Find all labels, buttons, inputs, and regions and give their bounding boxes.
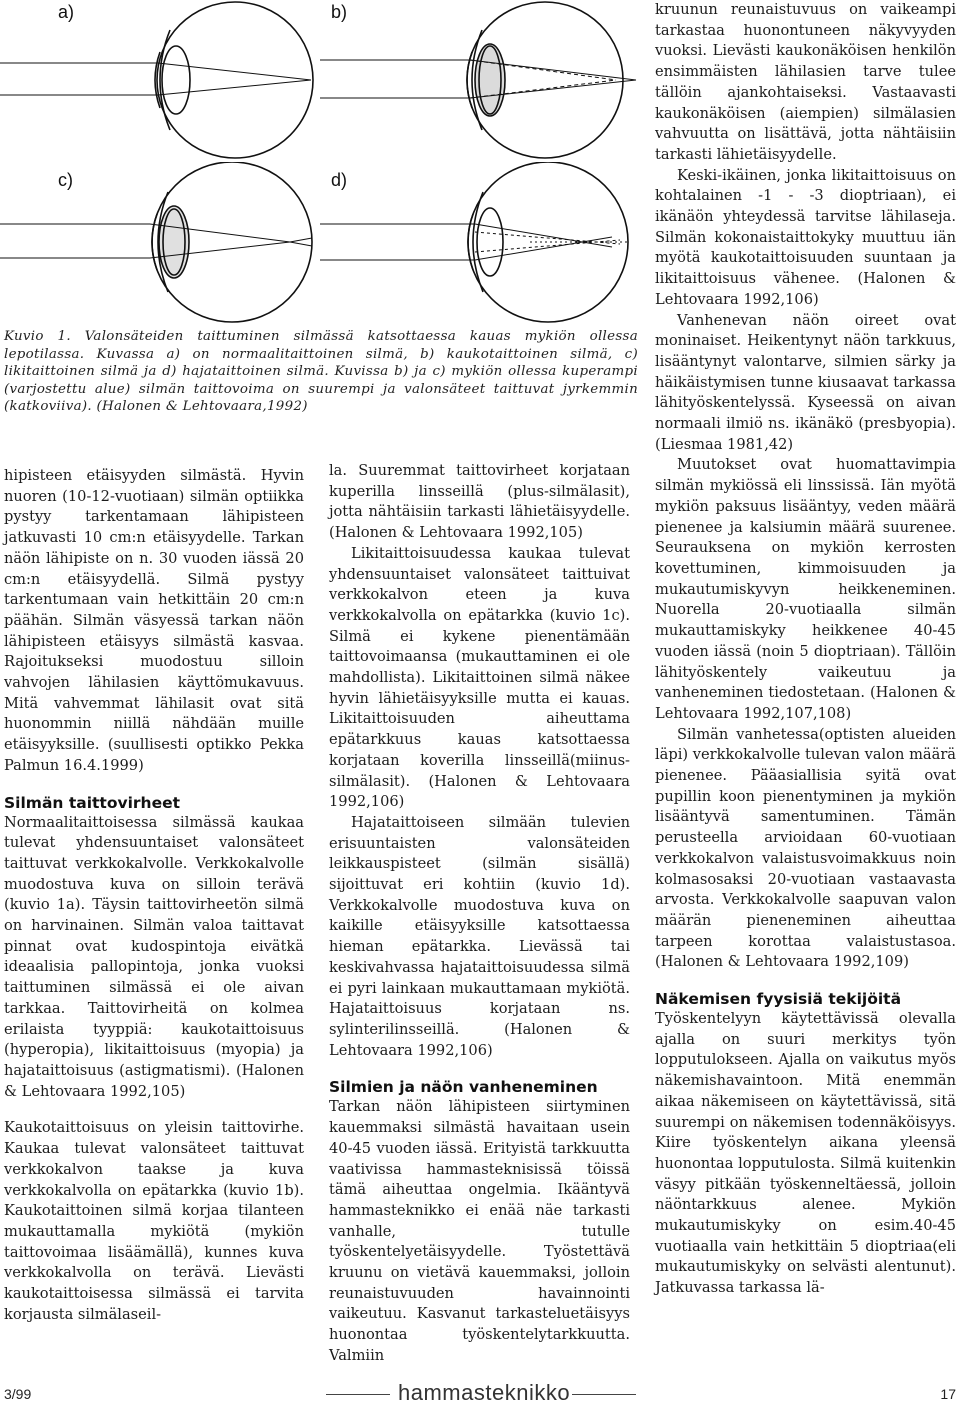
figure-label-b: b) [331, 2, 348, 22]
heading-fyysiset-tekijat: Näkemisen fyysisiä tekijöitä [655, 990, 902, 1009]
col2-paragraph-4: Tarkan näön lähipisteen siirtyminen kauemmaksi silmästä havaitaan usein 40-45 vuoden iässä. Erityistä tarkkuutta vaativissa hammasteknisissä töissä tämä aiheuttaa ongelmia. Ikääntyvä hammasteknikko ei enää näe tarkasti vanhalle, tutulle työskentelyetäisyydelle. Työstettävä kruunu on vietävä kauemmaksi, jolloin reunaistuvuuden havainnointi vaikeutuu. Kasvanut tarkasteluetäisyys huonontaa työskentelytarkkuutta. Valmiin [329, 1098, 630, 1364]
col3-paragraph-6: Työskentelyyn käytettävissä olevalla ajalla on suuri merkitys työn lopputulokseen. Ajalla on vaikutus myös näkemishavaintoon. Mitä enemmän aikaa näkemiseen on käytettävissä, sitä suurempi on näkemisen todennäköisyys. Kiire työskentelyn aikana yleensä huonontaa lopputulosta. Silmä kuitenkin väsyy pitkään työskenneltäessä, jolloin näöntarkkuus alenee. Mykiön mukautumiskyky on esim.40-45 vuotiaalla vain hetkittäin 5 dioptriaa(eli mukautumiskyky on selvästi alentunut). Jatkuvassa tarkassa lä- [655, 1010, 956, 1297]
figure-a-normal-eye [0, 0, 320, 165]
col1-paragraph-3: Kaukotaittoisuus on yleisin taittovirhe. Kaukaa tulevat valonsäteet taittuvat verkkokalvon taakse ja kuva verkkokalvolla on epätarkka (kuvio 1b). Kaukotaittoinen silmä korjaa tilanteen mukauttamalla mykiötä (mykiön taittovoimaa lisäämällä), kunnes kuva verkkokalvolla on terävä. Lievästi kaukotaittoisessa silmässä ei tarvita korjausta silmälaseil- [4, 1119, 304, 1323]
col3-paragraph-5: Silmän vanhetessa(optisten alueiden läpi) verkkokalvolle tulevan valon määrä pienenee. Pääasiallisia syitä ovat pupillin koon pienentyminen ja mykiön lisääntyvä samentuminen. Tämän perusteella arvioidaan 60-vuotiaan verkkokalvon valaistusvoimakkuus noin kolmasosaksi 20-vuotiaan vastaavasta arvosta. Verkkokalvolle saapuvan valon määrän pieneneminen aiheuttaa tarpeen korottaa valaistustasoa. (Halonen & Lehtovaara 1992,109) [655, 725, 956, 971]
column-1 [4, 466, 304, 1325]
footer-rule-right [572, 1394, 636, 1395]
figure-c-myopic-eye [0, 162, 320, 327]
figure-label-c: c) [58, 170, 73, 190]
col2-paragraph-1: la. Suuremmat taittovirheet korjataan kuperilla linsseillä (plus-silmälasit), jotta nähtäisiin tarkasti lähietäisyydelle. (Halonen & Lehtovaara 1992,105) [329, 462, 630, 542]
figure-label-a: a) [58, 2, 75, 22]
col2-paragraph-2: Likitaittoisuudessa kaukaa tulevat yhdensuuntaiset valonsäteet taittuivat verkkokalvon eteen ja kuva verkkokalvolla on epätarkka (kuvio 1c). Silmä ei kykene pienentämään taittovoimaansa (mukauttaminen ei ole mahdollista). Likitaittoinen silmä näkee hyvin lähietäisyyksille mutta ei kauas. Likitaittoisuuden aiheuttama epätarkkuus kauas katsottaessa korjataan koverilla linsseillä(miinus-silmälasit). (Halonen & Lehtovaara 1992,106) [329, 544, 630, 811]
figure-b-hyperopic-eye [320, 0, 640, 165]
col1-paragraph-2: Normaalitaittoisessa silmässä kaukaa tulevat yhdensuuntaiset valonsäteet taittuvat verkkokalvolle. Verkkokalvolle muodostuva kuva on silloin terävä (kuvio 1a). Täysin taittovirheetön silmä on harvinainen. Silmän valoa taittavat pinnat ovat kudospintoja eivätkä ideaalisia pallopintoja, jonka vuoksi taittuminen silmässä ei ole aivan tarkkaa. Taittovirheitä on kolmea erilaista tyyppiä: kaukotaittoisuus (hyperopia), likitaittoisuus (myopia) ja hajataittoisuus (astigmatismi). (Halonen & Lehtovaara 1992,105) [4, 813, 304, 1100]
issue-number: 3/99 [4, 1386, 32, 1402]
heading-taittovirheet: Silmän taittovirheet [4, 793, 181, 812]
col1-paragraph-1: hipisteen etäisyyden silmästä. Hyvin nuoren (10-12-vuotiaan) silmän optiikka pystyy tarkentamaan lähipisteen jatkuvasti 10 cm:n etäisyydelle. Tarkan näön lähipiste on n. 30 vuoden iässä 20 cm:n etäisyydellä. Silmä pystyy tarkentumaan vain hetkittäin 20 cm:n päähän. Silmän väsyessä tarkan näön lähipisteen etäisyys silmästä kasvaa. Rajoitukseksi muodostuu silloin vahvojen lähilasien käyttömukavuus. Mitä vahvemmat lähilasit ovat sitä huonommin niillä nähdään muille etäisyyksille. (suullisesti optikko Pekka Palmun 16.4.1999) [4, 467, 304, 774]
column-3 [655, 0, 956, 1299]
col3-paragraph-3: Vanhenevan näön oireet ovat moninaiset. Heikentynyt näön tarkkuus, lisääntynyt valontarve, silmien särky ja häikäistymisen tunne kiusaavat tarkassa lähityöskentelyssä. Kyseessä on aivan normaali ilmiö ns. ikänäkö (presbyopia). (Liesmaa 1981,42) [655, 311, 956, 453]
column-2 [329, 461, 630, 1367]
footer-rule-left [326, 1394, 390, 1395]
col3-paragraph-1: kruunun reunaistuvuus on vaikeampi tarkastaa huonontuneen näkyvyyden vuoksi. Lievästi kaukonäköisen henkilön ensimmäisten lähilasien tarve tulee tällöin ajankohtaiseksi. Vastaavasti kaukonäköisen (aiempien) silmälasien vahvuutta on lisättävä, jotta nähtäisiin tarkasti lähietäisyydelle. [655, 1, 956, 163]
figure-label-d: d) [331, 170, 348, 190]
col2-paragraph-3: Hajataittoiseen silmään tulevien erisuuntaisten valonsäteiden leikkauspisteet (silmän sisällä) sijoittuvat eri kohtiin (kuvio 1d). Verkkokalvolle muodostuva kuva on kaikille etäisyyksille katsottaessa hieman epätarkka. Lievässä tai keskivahvassa hajataittoisuudessa silmä ei pyri lainkaan mukauttamaan mykiötä. Hajataittoisuus korjataan ns. sylinterilinsseillä. (Halonen & Lehtovaara 1992,106) [329, 813, 630, 1059]
col3-paragraph-2: Keski-ikäinen, jonka likitaittoisuus on kohtalainen -1 - -3 dioptriaan), ei ikänäön yhteydessä tarvitse lähilaseja. Silmän kokonaistaittokyky muuttuu iän myötä kaukotaittoisuuden suuntaan ja likitaittoisuus vähenee. (Halonen & Lehtovaara 1992,106) [655, 166, 956, 308]
figure-caption: Kuvio 1. Valonsäteiden taittuminen silmässä katsottaessa kauas mykiön ollessa lepotilassa. Kuvassa a) on normaalitaittoinen silmä, b) kaukotaittoinen silmä, c) likitaittoinen silmä ja d) hajataittoinen silmä. Kuvissa b) ja c) mykiön ollessa kuperampi (varjostettu alue) silmän taittovoima on suurempi ja valonsäteet taittuvat jyrkemmin (katkoviiva). (Halonen & Lehtovaara,1992) [4, 329, 638, 415]
heading-vanheneminen: Silmien ja näön vanheneminen [329, 1078, 598, 1097]
page-number: 17 [940, 1386, 956, 1402]
col3-paragraph-4: Muutokset ovat huomattavimpia silmän mykiössä eli linssissä. Iän myötä mykiön paksuus lisääntyy, veden määrä pienenee ja kalsiumin määrä suurenee. Seurauksena on mykiön kerrosten kovettuminen, kimmoisuuden ja mukautumiskyvyn heikkeneminen. Nuorella 20-vuotiaalla silmän mukauttamiskyky heikkenee 40-45 vuoden iässä (noin 5 dioptriaan). Tällöin lähityöskentely vaikeutuu ja vanheneminen tiedostetaan. (Halonen & Lehtovaara 1992,107,108) [655, 456, 956, 722]
magazine-name: hammasteknikko [398, 1380, 571, 1405]
figure-d-astigmatic-eye [320, 162, 640, 327]
